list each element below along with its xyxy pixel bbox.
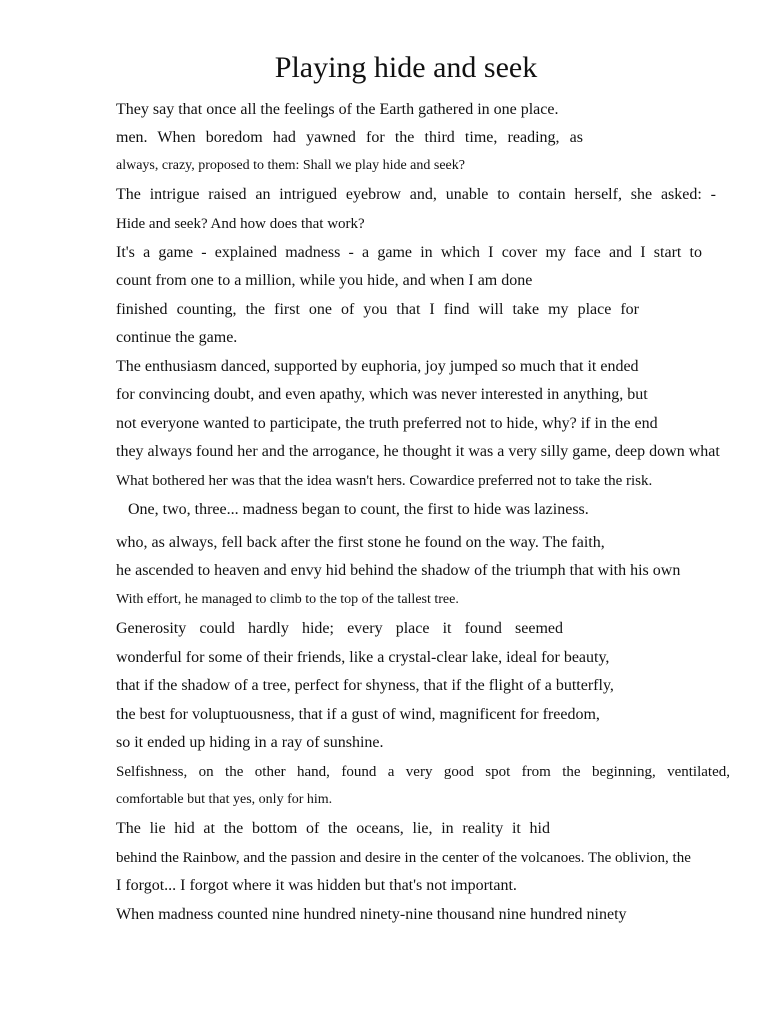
text-line: I forgot... I forgot where it was hidden but that's not important. [116, 877, 517, 894]
text-line: the best for voluptuousness, that if a gust of wind, magnificent for freedom, [116, 706, 600, 723]
text-line: that if the shadow of a tree, perfect for shyness, that if the flight of a butterfly, [116, 677, 614, 694]
text-line: count from one to a million, while you hide, and when I am done [116, 272, 533, 289]
text-line: The intrigue raised an intrigued eyebrow and, unable to contain herself, she asked: - [116, 186, 716, 203]
text-line: One, two, three... madness began to count, the first to hide was laziness. [128, 501, 589, 518]
text-line: always, crazy, proposed to them: Shall we play hide and seek? [116, 158, 465, 173]
text-line: for convincing doubt, and even apathy, which was never interested in anything, but [116, 386, 648, 403]
text-line: Hide and seek? And how does that work? [116, 216, 365, 232]
text-line: men. When boredom had yawned for the third time, reading, as [116, 129, 583, 146]
text-line: They say that once all the feelings of the Earth gathered in one place. [116, 101, 559, 118]
text-line: Generosity could hardly hide; every place it found seemed [116, 620, 563, 637]
text-line: The enthusiasm danced, supported by euphoria, joy jumped so much that it ended [116, 358, 639, 375]
text-line: not everyone wanted to participate, the truth preferred not to hide, why? if in the end [116, 415, 658, 432]
text-line: The lie hid at the bottom of the oceans, lie, in reality it hid [116, 820, 550, 837]
text-line: continue the game. [116, 329, 238, 346]
text-line: wonderful for some of their friends, like a crystal-clear lake, ideal for beauty, [116, 649, 610, 666]
text-line: What bothered her was that the idea wasn't hers. Cowardice preferred not to take the risk. [116, 473, 653, 489]
text-line: It's a game - explained madness - a game in which I cover my face and I start to [116, 244, 702, 261]
text-line: he ascended to heaven and envy hid behind the shadow of the triumph that with his own [116, 562, 681, 579]
text-line: When madness counted nine hundred ninety-nine thousand nine hundred ninety [116, 906, 627, 923]
text-line: so it ended up hiding in a ray of sunshine. [116, 734, 384, 751]
text-line: behind the Rainbow, and the passion and desire in the center of the volcanoes. The oblivion, the [116, 850, 691, 866]
text-line: who, as always, fell back after the first stone he found on the way. The faith, [116, 534, 605, 551]
text-line: With effort, he managed to climb to the top of the tallest tree. [116, 592, 459, 607]
text-line: they always found her and the arrogance, he thought it was a very silly game, deep down what [116, 443, 720, 460]
text-line: finished counting, the first one of you that I find will take my place for [116, 301, 639, 318]
text-line: comfortable but that yes, only for him. [116, 792, 333, 807]
document-title: Playing hide and seek [274, 51, 538, 84]
text-line: Selfishness, on the other hand, found a very good spot from the beginning, ventilated, [116, 764, 730, 780]
